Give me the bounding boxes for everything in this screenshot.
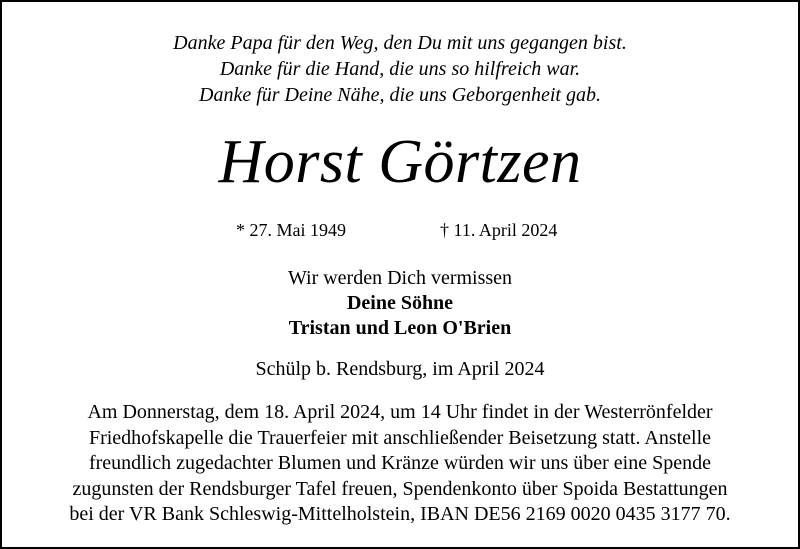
poem-line: Danke für Deine Nähe, die uns Geborgenheit gab. xyxy=(199,84,601,106)
funeral-line: bei der VR Bank Schleswig-Mittelholstein, IBAN DE56 2169 0020 0435 3177 70. xyxy=(69,503,731,525)
mourners-intro: Wir werden Dich vermissen xyxy=(287,267,513,289)
death-date: † 11. April 2024 xyxy=(440,220,558,240)
funeral-line: Friedhofskapelle die Trauerfeier mit anschließender Beisetzung statt. Anstelle xyxy=(88,426,712,449)
poem xyxy=(0,30,800,108)
mourners-title: Deine Söhne xyxy=(346,292,454,314)
funeral-notice xyxy=(0,400,800,528)
birth-date: * 27. Mai 1949 xyxy=(236,220,346,240)
mourners-block xyxy=(0,266,800,341)
poem-line: Danke Papa für den Weg, den Du mit uns gegangen bist. xyxy=(173,32,627,54)
funeral-line: Am Donnerstag, dem 18. April 2024, um 14 Uhr findet in der Westerrönfelder xyxy=(87,401,713,423)
funeral-line: zugunsten der Rendsburger Tafel freuen, Spendenkonto über Spoida Bestattungen xyxy=(72,477,728,500)
place-date: Schülp b. Rendsburg, im April 2024 xyxy=(255,358,545,380)
funeral-line: freundlich zugedachter Blumen und Kränze würden wir uns über eine Spende xyxy=(88,452,711,474)
mourners-names: Tristan und Leon O'Brien xyxy=(288,317,512,339)
poem-line: Danke für die Hand, die uns so hilfreich war. xyxy=(219,58,581,80)
deceased-name: Horst Görtzen xyxy=(218,128,582,196)
